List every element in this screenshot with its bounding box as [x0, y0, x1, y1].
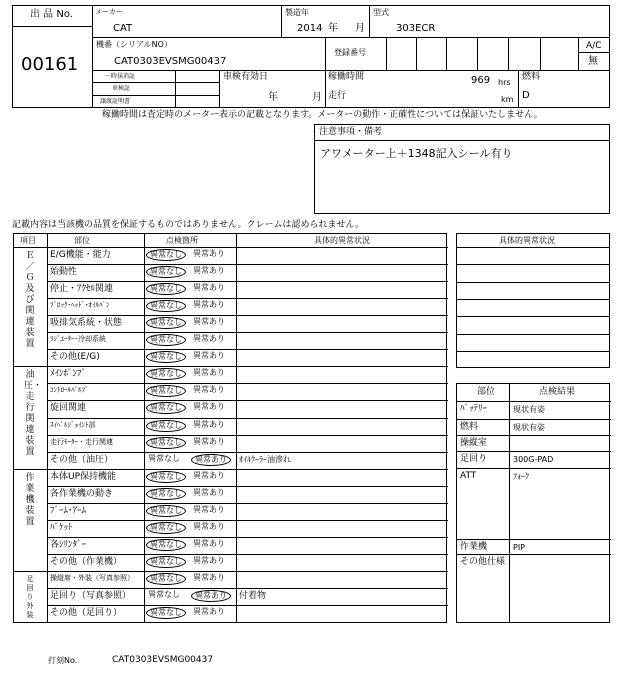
mileage-label: 走行 — [328, 91, 347, 101]
part-label: ﾒｲﾝﾎﾟﾝﾌﾟ — [50, 369, 87, 380]
status-ok[interactable]: 異常なし — [148, 453, 180, 463]
status-ok[interactable]: 異常なし — [146, 334, 186, 346]
disclaimer: 記載内容は当該機の品質を保証するものではありません。クレームは認められません。 — [12, 220, 365, 230]
part-label: 始動性 — [50, 267, 78, 278]
part-label: E/G機能・能力 — [50, 250, 111, 260]
right-anomaly-box — [456, 233, 610, 368]
maker-label: メーカー — [95, 8, 123, 16]
part-label: ﾊﾞｹｯﾄ — [50, 522, 73, 533]
status-ng[interactable]: 異常あり — [193, 419, 225, 429]
status-ok[interactable]: 異常なし — [146, 300, 186, 312]
stamp-value: CAT0303EVSMG00437 — [112, 655, 214, 665]
status-ng[interactable]: 異常あり — [191, 590, 231, 602]
model-label: 型式 — [373, 8, 389, 17]
part-label: 走行ﾓｰﾀｰ・走行関連 — [50, 437, 113, 446]
year-label: 製造年 — [285, 8, 309, 17]
vehicle-inspection-label: 車検証 — [112, 85, 131, 92]
part-label: 各ｼﾘﾝﾀﾞｰ — [50, 539, 87, 550]
table-header: 項目 — [20, 236, 36, 245]
result-part: ATT — [460, 471, 477, 481]
part-label: 吸排気系統・状態 — [50, 318, 123, 329]
hours-label: 稼働時間 — [328, 72, 365, 82]
group-label: 足回り外装 — [26, 574, 34, 619]
status-ng[interactable]: 異常あり — [193, 368, 225, 378]
status-ng[interactable]: 異常あり — [193, 385, 225, 395]
result-part: 作業機 — [460, 542, 488, 552]
status-ok[interactable]: 異常なし — [146, 522, 186, 534]
status-ok[interactable]: 異常なし — [146, 471, 186, 483]
result-header: 点検結果 — [539, 387, 576, 397]
status-ng[interactable]: 異常あり — [193, 249, 225, 258]
lot-number: 00161 — [21, 54, 79, 75]
expiry-month-unit: 月 — [312, 92, 322, 103]
ac-label: A/C — [586, 41, 602, 51]
part-label: 停止・ｱｸｾﾙ関連 — [50, 284, 114, 295]
part-label: ﾌﾞﾛｯｸ･ﾍｯﾄﾞ･ｵｲﾙﾊﾟﾝ — [50, 301, 110, 310]
status-ng[interactable]: 異常あり — [193, 538, 225, 548]
status-ng[interactable]: 異常あり — [193, 607, 225, 617]
part-label: 本体UP保持機能 — [50, 471, 117, 482]
status-ok[interactable]: 異常なし — [146, 317, 186, 329]
status-ng[interactable]: 異常あり — [193, 300, 225, 310]
result-value: PIP — [513, 543, 526, 552]
status-ok[interactable]: 異常なし — [146, 505, 186, 517]
status-ng[interactable]: 異常あり — [193, 436, 225, 446]
result-table — [456, 383, 610, 623]
status-ng[interactable]: 異常あり — [193, 521, 225, 531]
ac-value: 無 — [588, 56, 598, 67]
part-label: その他(E/G) — [50, 352, 100, 363]
status-ng[interactable]: 異常あり — [193, 317, 225, 327]
hours-value: 969 — [471, 75, 491, 86]
registration-label: 登録番号 — [334, 48, 366, 57]
part-label: その他（作業機） — [50, 556, 123, 567]
anomaly-detail: ｵｲﾙｸｰﾗｰ油滲れ — [239, 454, 291, 464]
part-label: その他（油圧） — [50, 454, 114, 465]
anomaly-detail: 付着物 — [239, 591, 267, 601]
table-header: 具体的異常状況 — [314, 236, 370, 245]
serial-value: CAT0303EVSMG00437 — [114, 56, 227, 67]
part-label: ｺﾝﾄﾛｰﾙﾊﾞﾙﾌﾞ — [50, 386, 89, 395]
table-header: 点検箇所 — [166, 236, 198, 245]
result-header: 部位 — [477, 387, 496, 397]
lot-label: 出 品 No. — [30, 9, 73, 20]
result-part: その他仕様 — [460, 557, 506, 567]
group-label: Ｅ／Ｇ及び関連装置 — [25, 251, 35, 349]
status-ng[interactable]: 異常あり — [193, 487, 225, 497]
status-ok[interactable]: 異常なし — [146, 488, 186, 500]
status-ok[interactable]: 異常なし — [146, 351, 186, 363]
status-ng[interactable]: 異常あり — [193, 504, 225, 514]
result-part: 燃料 — [460, 422, 479, 432]
result-part: 操縦室 — [460, 438, 488, 448]
remarks-text: アワメーター上＋1348記入シール有り — [320, 147, 513, 160]
remarks-label: 注意事項・備考 — [319, 127, 383, 137]
result-part: 足回り — [460, 454, 488, 464]
result-value: 300G-PAD — [513, 455, 554, 464]
status-ok[interactable]: 異常なし — [146, 607, 186, 619]
status-ng[interactable]: 異常あり — [193, 470, 225, 480]
year-unit: 年 — [328, 23, 338, 34]
expiry-year-unit: 年 — [268, 92, 278, 103]
group-label: 油圧・走行関連装置 — [24, 370, 43, 458]
status-ok[interactable]: 異常なし — [148, 590, 180, 599]
group-label: 作業機装置 — [25, 472, 35, 527]
result-part: ﾊﾞｯﾃﾘｰ — [460, 404, 488, 414]
month-unit: 月 — [355, 23, 365, 34]
temp-cert-label: 一時抹消証 — [105, 73, 136, 80]
part-label: 各作業機の動き — [50, 488, 114, 499]
km-unit: km — [501, 95, 514, 104]
model-value: 303ECR — [396, 23, 436, 34]
status-ok[interactable]: 異常なし — [146, 266, 186, 278]
serial-label: 機番（シリアルNO） — [96, 40, 172, 49]
header-block — [12, 5, 610, 108]
part-label: ｽｲﾍﾞﾙｼﾞｮｲﾝﾄ部 — [50, 420, 96, 429]
result-value: 現状有姿 — [513, 423, 545, 432]
status-ng[interactable]: 異常あり — [191, 454, 231, 466]
right-anomaly-header: 具体的異常状況 — [499, 236, 555, 245]
result-value: 現状有姿 — [513, 405, 545, 414]
part-label: 足回り（写真参照） — [50, 591, 132, 601]
hours-notice: 稼働時間は査定時のメーター表示の記載となります。メーターの動作・正確性については保証いたしません。 — [102, 110, 543, 120]
status-ok[interactable]: 異常なし — [146, 556, 186, 568]
stamp-label: 打刻No. — [48, 656, 78, 665]
status-ok[interactable]: 異常なし — [146, 539, 186, 551]
status-ng[interactable]: 異常あり — [193, 402, 225, 412]
status-ng[interactable]: 異常あり — [193, 555, 225, 565]
status-ok[interactable]: 異常なし — [146, 437, 186, 449]
part-label: その他（足回り） — [50, 608, 123, 619]
inspection-expiry-label: 車検有効日 — [223, 72, 269, 82]
table-header: 部位 — [74, 236, 90, 245]
status-ng[interactable]: 異常あり — [193, 334, 225, 344]
status-ok[interactable]: 異常なし — [146, 368, 186, 380]
status-ok[interactable]: 異常なし — [146, 573, 186, 585]
result-value: ﾌｫｰｸ — [513, 472, 529, 481]
part-label: ﾌﾞｰﾑ･ｱｰﾑ — [50, 505, 87, 516]
maker-value: CAT — [113, 23, 133, 34]
status-ok[interactable]: 異常なし — [146, 283, 186, 295]
fuel-value: D — [522, 90, 530, 101]
status-ng[interactable]: 異常あり — [193, 283, 225, 293]
part-label: 操縦席・外装（写真参照） — [50, 573, 134, 582]
status-ok[interactable]: 異常なし — [146, 402, 186, 414]
hours-unit: hrs — [498, 78, 511, 87]
fuel-label: 燃料 — [522, 72, 541, 82]
inspection-table — [13, 233, 447, 623]
status-ng[interactable]: 異常あり — [193, 351, 225, 361]
status-ok[interactable]: 異常なし — [146, 385, 186, 397]
part-label: 旋回関連 — [50, 403, 87, 414]
part-label: ﾗｼﾞｴｰﾀｰ･冷却系統 — [50, 335, 106, 344]
status-ng[interactable]: 異常あり — [193, 266, 225, 276]
year-value: 2014 — [297, 23, 323, 34]
transfer-cert-label: 譲渡証明書 — [100, 98, 131, 105]
remarks-box — [314, 124, 610, 214]
status-ng[interactable]: 異常あり — [193, 572, 225, 582]
status-ok[interactable]: 異常なし — [146, 420, 186, 432]
status-ok[interactable]: 異常なし — [146, 249, 186, 261]
